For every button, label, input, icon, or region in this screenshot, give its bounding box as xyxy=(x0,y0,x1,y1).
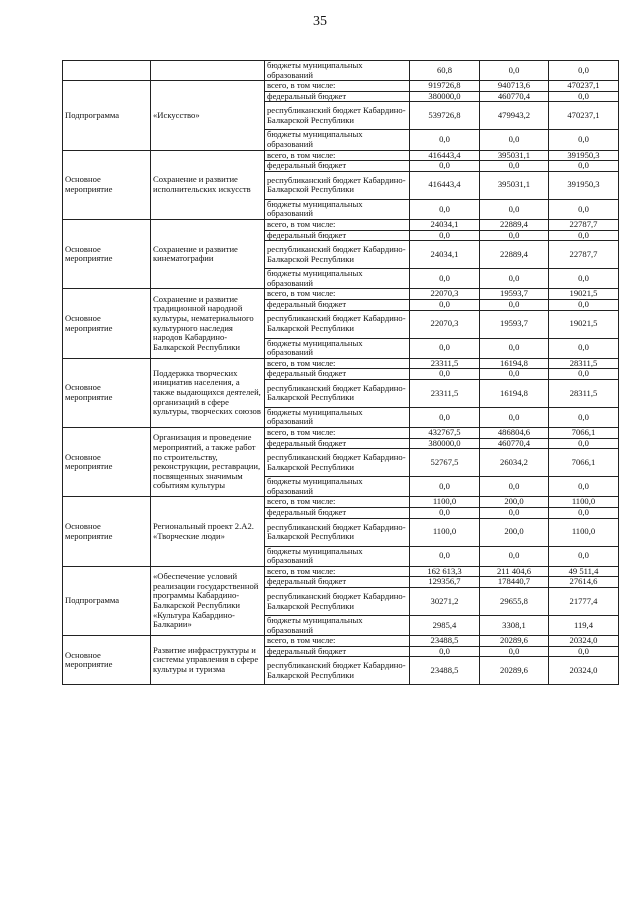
amount-year-3-cell: 0,0 xyxy=(549,646,619,657)
amount-year-1-cell: 0,0 xyxy=(410,199,480,219)
amount-year-1-cell: 22070,3 xyxy=(410,289,480,300)
amount-year-2-cell: 178440,7 xyxy=(480,577,549,588)
program-type-cell: Основное мероприятие xyxy=(63,428,151,497)
amount-year-2-cell: 0,0 xyxy=(480,130,549,150)
amount-year-2-cell: 0,0 xyxy=(480,269,549,289)
amount-year-3-cell: 0,0 xyxy=(549,338,619,358)
funding-source-cell: республиканский бюджет Кабардино-Балкарской Республики xyxy=(265,657,410,685)
amount-year-3-cell: 0,0 xyxy=(549,407,619,427)
funding-source-cell: республиканский бюджет Кабардино-Балкарской Республики xyxy=(265,310,410,338)
amount-year-2-cell: 0,0 xyxy=(480,546,549,566)
amount-year-2-cell: 0,0 xyxy=(480,299,549,310)
funding-source-cell: республиканский бюджет Кабардино-Балкарской Республики xyxy=(265,171,410,199)
amount-year-2-cell: 16194,8 xyxy=(480,379,549,407)
budget-table xyxy=(62,60,619,685)
program-name-cell: «Искусство» xyxy=(151,81,265,150)
funding-source-cell: федеральный бюджет xyxy=(265,438,410,449)
amount-year-1-cell: 380000,0 xyxy=(410,91,480,102)
amount-year-3-cell: 0,0 xyxy=(549,299,619,310)
funding-source-cell: бюджеты муниципальных образований xyxy=(265,616,410,636)
table-row xyxy=(63,428,619,439)
funding-source-cell: республиканский бюджет Кабардино-Балкарской Республики xyxy=(265,102,410,130)
amount-year-3-cell: 119,4 xyxy=(549,616,619,636)
funding-source-cell: бюджеты муниципальных образований xyxy=(265,199,410,219)
amount-year-1-cell: 0,0 xyxy=(410,407,480,427)
funding-source-cell: федеральный бюджет xyxy=(265,369,410,380)
funding-source-cell: всего, в том числе: xyxy=(265,497,410,508)
funding-source-cell: бюджеты муниципальных образований xyxy=(265,546,410,566)
funding-source-cell: федеральный бюджет xyxy=(265,91,410,102)
amount-year-1-cell: 0,0 xyxy=(410,508,480,519)
program-name-cell: Сохранение и развитие кинематографии xyxy=(151,219,265,288)
funding-source-cell: бюджеты муниципальных образований xyxy=(265,269,410,289)
amount-year-1-cell: 0,0 xyxy=(410,546,480,566)
amount-year-1-cell: 380000,0 xyxy=(410,438,480,449)
amount-year-1-cell: 432767,5 xyxy=(410,428,480,439)
amount-year-1-cell: 0,0 xyxy=(410,299,480,310)
program-name-cell: Поддержка творческих инициатив населения, а также выдающихся деятелей, организаций в сфере культуры, творческих союзов xyxy=(151,358,265,427)
program-name-cell: Сохранение и развитие традиционной народной культуры, нематериального культурного наследия народов Кабардино-Балкарской Республики xyxy=(151,289,265,358)
amount-year-3-cell: 0,0 xyxy=(549,546,619,566)
amount-year-3-cell: 27614,6 xyxy=(549,577,619,588)
amount-year-2-cell: 0,0 xyxy=(480,477,549,497)
amount-year-3-cell: 1100,0 xyxy=(549,497,619,508)
amount-year-1-cell: 919726,8 xyxy=(410,81,480,92)
funding-source-cell: всего, в том числе: xyxy=(265,150,410,161)
amount-year-2-cell: 20289,6 xyxy=(480,636,549,647)
funding-source-cell: республиканский бюджет Кабардино-Балкарской Республики xyxy=(265,379,410,407)
amount-year-1-cell: 162 613,3 xyxy=(410,566,480,577)
funding-source-cell: республиканский бюджет Кабардино-Балкарской Республики xyxy=(265,449,410,477)
amount-year-2-cell: 395031,1 xyxy=(480,171,549,199)
amount-year-2-cell: 22889,4 xyxy=(480,219,549,230)
amount-year-2-cell: 20289,6 xyxy=(480,657,549,685)
program-name-cell: «Обеспечение условий реализации государственной программы Кабардино-Балкарской Республики «Культура Кабардино-Балкарии» xyxy=(151,566,265,635)
amount-year-2-cell: 26034,2 xyxy=(480,449,549,477)
table-row xyxy=(63,566,619,577)
amount-year-3-cell: 0,0 xyxy=(549,438,619,449)
program-type-cell: Основное мероприятие xyxy=(63,289,151,358)
amount-year-3-cell: 0,0 xyxy=(549,199,619,219)
amount-year-1-cell: 23488,5 xyxy=(410,657,480,685)
funding-source-cell: республиканский бюджет Кабардино-Балкарской Республики xyxy=(265,241,410,269)
amount-year-1-cell: 0,0 xyxy=(410,646,480,657)
amount-year-1-cell: 0,0 xyxy=(410,477,480,497)
funding-source-cell: республиканский бюджет Кабардино-Балкарской Республики xyxy=(265,518,410,546)
funding-source-cell: всего, в том числе: xyxy=(265,566,410,577)
program-type-cell xyxy=(63,61,151,81)
table-row xyxy=(63,219,619,230)
amount-year-3-cell: 20324,0 xyxy=(549,657,619,685)
funding-source-cell: федеральный бюджет xyxy=(265,508,410,519)
amount-year-1-cell: 23488,5 xyxy=(410,636,480,647)
amount-year-2-cell: 0,0 xyxy=(480,199,549,219)
amount-year-1-cell: 129356,7 xyxy=(410,577,480,588)
funding-source-cell: всего, в том числе: xyxy=(265,358,410,369)
table-row xyxy=(63,289,619,300)
amount-year-2-cell: 19593,7 xyxy=(480,289,549,300)
amount-year-1-cell: 0,0 xyxy=(410,230,480,241)
amount-year-1-cell: 0,0 xyxy=(410,338,480,358)
amount-year-2-cell: 460770,4 xyxy=(480,438,549,449)
amount-year-1-cell: 60,8 xyxy=(410,61,480,81)
amount-year-2-cell: 395031,1 xyxy=(480,150,549,161)
amount-year-3-cell: 0,0 xyxy=(549,369,619,380)
funding-source-cell: бюджеты муниципальных образований xyxy=(265,338,410,358)
amount-year-1-cell: 24034,1 xyxy=(410,241,480,269)
table-row xyxy=(63,358,619,369)
table-row xyxy=(63,497,619,508)
amount-year-1-cell: 24034,1 xyxy=(410,219,480,230)
amount-year-2-cell: 486804,6 xyxy=(480,428,549,439)
amount-year-3-cell: 21777,4 xyxy=(549,588,619,616)
amount-year-1-cell: 23311,5 xyxy=(410,379,480,407)
amount-year-2-cell: 0,0 xyxy=(480,61,549,81)
program-name-cell xyxy=(151,61,265,81)
funding-source-cell: всего, в том числе: xyxy=(265,81,410,92)
amount-year-3-cell: 1100,0 xyxy=(549,518,619,546)
amount-year-3-cell: 0,0 xyxy=(549,91,619,102)
amount-year-3-cell: 0,0 xyxy=(549,477,619,497)
page-number: 35 xyxy=(313,14,327,29)
amount-year-3-cell: 0,0 xyxy=(549,508,619,519)
amount-year-2-cell: 0,0 xyxy=(480,508,549,519)
funding-source-cell: федеральный бюджет xyxy=(265,230,410,241)
amount-year-3-cell: 0,0 xyxy=(549,230,619,241)
table-row xyxy=(63,81,619,92)
funding-source-cell: бюджеты муниципальных образований xyxy=(265,477,410,497)
amount-year-1-cell: 30271,2 xyxy=(410,588,480,616)
program-type-cell: Основное мероприятие xyxy=(63,358,151,427)
amount-year-2-cell: 460770,4 xyxy=(480,91,549,102)
amount-year-3-cell: 28311,5 xyxy=(549,379,619,407)
amount-year-2-cell: 200,0 xyxy=(480,518,549,546)
amount-year-3-cell: 391950,3 xyxy=(549,150,619,161)
program-name-cell: Развитие инфраструктуры и системы управления в сфере культуры и туризма xyxy=(151,636,265,685)
amount-year-1-cell: 0,0 xyxy=(410,369,480,380)
amount-year-2-cell: 22889,4 xyxy=(480,241,549,269)
amount-year-2-cell: 29655,8 xyxy=(480,588,549,616)
amount-year-3-cell: 0,0 xyxy=(549,161,619,172)
amount-year-2-cell: 211 404,6 xyxy=(480,566,549,577)
amount-year-1-cell: 416443,4 xyxy=(410,171,480,199)
amount-year-2-cell: 0,0 xyxy=(480,407,549,427)
amount-year-2-cell: 0,0 xyxy=(480,230,549,241)
amount-year-3-cell: 0,0 xyxy=(549,61,619,81)
amount-year-1-cell: 23311,5 xyxy=(410,358,480,369)
funding-source-cell: бюджеты муниципальных образований xyxy=(265,61,410,81)
amount-year-1-cell: 0,0 xyxy=(410,130,480,150)
amount-year-2-cell: 0,0 xyxy=(480,338,549,358)
amount-year-3-cell: 28311,5 xyxy=(549,358,619,369)
amount-year-3-cell: 20324,0 xyxy=(549,636,619,647)
amount-year-1-cell: 0,0 xyxy=(410,161,480,172)
program-type-cell: Основное мероприятие xyxy=(63,636,151,685)
funding-source-cell: бюджеты муниципальных образований xyxy=(265,407,410,427)
table-row xyxy=(63,150,619,161)
amount-year-2-cell: 479943,2 xyxy=(480,102,549,130)
amount-year-3-cell: 19021,5 xyxy=(549,310,619,338)
amount-year-3-cell: 19021,5 xyxy=(549,289,619,300)
table-row xyxy=(63,61,619,81)
amount-year-1-cell: 1100,0 xyxy=(410,518,480,546)
funding-source-cell: всего, в том числе: xyxy=(265,428,410,439)
amount-year-1-cell: 22070,3 xyxy=(410,310,480,338)
amount-year-3-cell: 7066,1 xyxy=(549,449,619,477)
amount-year-3-cell: 391950,3 xyxy=(549,171,619,199)
funding-source-cell: федеральный бюджет xyxy=(265,577,410,588)
amount-year-2-cell: 0,0 xyxy=(480,369,549,380)
funding-source-cell: федеральный бюджет xyxy=(265,161,410,172)
program-type-cell: Основное мероприятие xyxy=(63,150,151,219)
amount-year-2-cell: 3308,1 xyxy=(480,616,549,636)
program-type-cell: Основное мероприятие xyxy=(63,219,151,288)
amount-year-1-cell: 2985,4 xyxy=(410,616,480,636)
program-name-cell: Региональный проект 2.А2. «Творческие люди» xyxy=(151,497,265,566)
funding-source-cell: всего, в том числе: xyxy=(265,636,410,647)
funding-source-cell: всего, в том числе: xyxy=(265,219,410,230)
program-type-cell: Основное мероприятие xyxy=(63,497,151,566)
amount-year-1-cell: 416443,4 xyxy=(410,150,480,161)
funding-source-cell: республиканский бюджет Кабардино-Балкарской Республики xyxy=(265,588,410,616)
amount-year-3-cell: 470237,1 xyxy=(549,102,619,130)
amount-year-1-cell: 0,0 xyxy=(410,269,480,289)
amount-year-2-cell: 200,0 xyxy=(480,497,549,508)
funding-source-cell: федеральный бюджет xyxy=(265,646,410,657)
amount-year-3-cell: 22787,7 xyxy=(549,241,619,269)
amount-year-3-cell: 7066,1 xyxy=(549,428,619,439)
amount-year-2-cell: 19593,7 xyxy=(480,310,549,338)
amount-year-1-cell: 1100,0 xyxy=(410,497,480,508)
table-row xyxy=(63,636,619,647)
amount-year-1-cell: 539726,8 xyxy=(410,102,480,130)
funding-source-cell: федеральный бюджет xyxy=(265,299,410,310)
program-name-cell: Сохранение и развитие исполнительских искусств xyxy=(151,150,265,219)
amount-year-2-cell: 940713,6 xyxy=(480,81,549,92)
amount-year-2-cell: 0,0 xyxy=(480,646,549,657)
amount-year-3-cell: 470237,1 xyxy=(549,81,619,92)
funding-source-cell: бюджеты муниципальных образований xyxy=(265,130,410,150)
amount-year-3-cell: 22787,7 xyxy=(549,219,619,230)
amount-year-2-cell: 0,0 xyxy=(480,161,549,172)
amount-year-3-cell: 49 511,4 xyxy=(549,566,619,577)
amount-year-2-cell: 16194,8 xyxy=(480,358,549,369)
funding-source-cell: всего, в том числе: xyxy=(265,289,410,300)
amount-year-1-cell: 52767,5 xyxy=(410,449,480,477)
amount-year-3-cell: 0,0 xyxy=(549,130,619,150)
program-type-cell: Подпрограмма xyxy=(63,81,151,150)
program-name-cell: Организация и проведение мероприятий, а также работ по строительству, реконструкции, реставрации, посвященных значимым событиям культуры xyxy=(151,428,265,497)
program-type-cell: Подпрограмма xyxy=(63,566,151,635)
amount-year-3-cell: 0,0 xyxy=(549,269,619,289)
